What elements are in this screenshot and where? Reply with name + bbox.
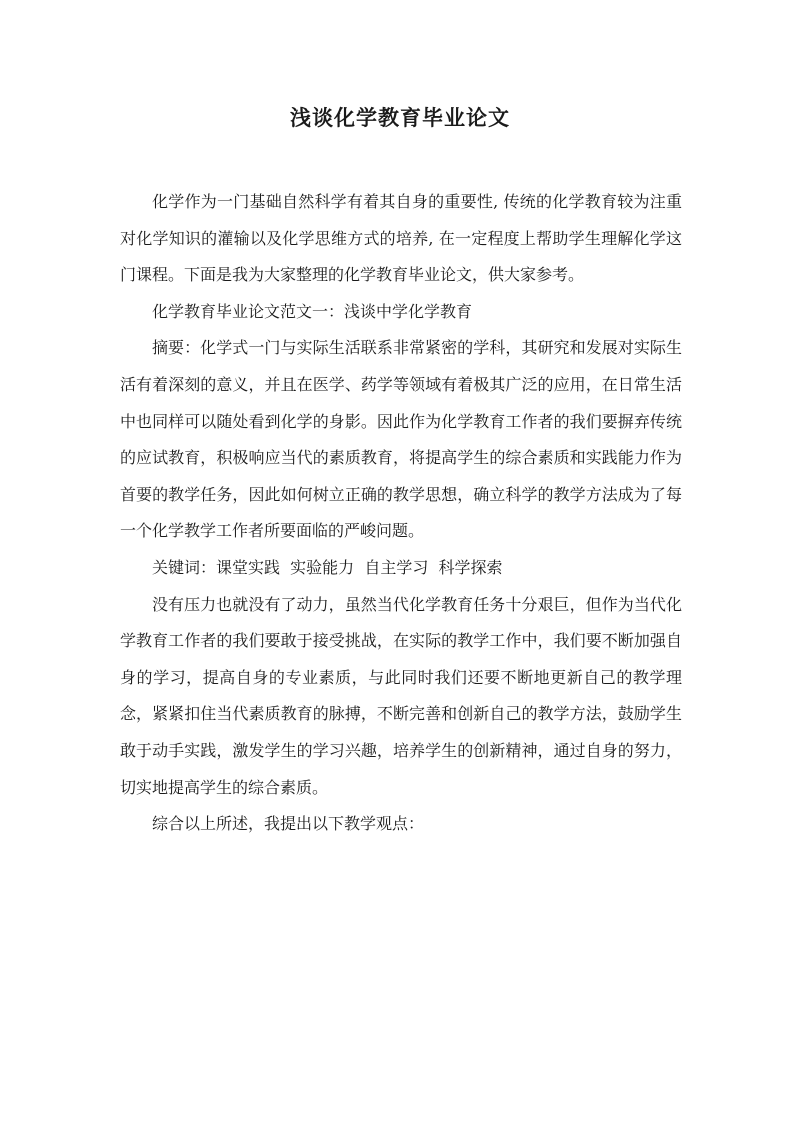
abstract-paragraph: 摘要：化学式一门与实际生活联系非常紧密的学科，其研究和发展对实际生活有着深刻的意义，并且在医学、药学等领域有着极其广泛的应用，在日常生活中也同样可以随处看到化学的身影。因此作为化学教育工作者的我们要摒弃传统的应试教育，积极响应当代的素质教育，将提高学生的综合素质和实践能力作为首要的教学任务，因此如何树立正确的教学思想，确立科学的教学方法成为了每一个化学教学工作者所要面临的严峻问题。 [120, 338, 682, 541]
summary-paragraph: 综合以上所述，我提出以下教学观点： [152, 814, 425, 834]
section-heading: 化学教育毕业论文范文一：浅谈中学化学教育 [152, 301, 473, 321]
keywords-paragraph: 关键词：课堂实践 实验能力 自主学习 科学探索 [152, 557, 503, 577]
document-body [120, 184, 682, 843]
body-paragraph: 没有压力也就没有了动力，虽然当代化学教育任务十分艰巨，但作为当代化学教育工作者的我们要敢于接受挑战，在实际的教学工作中，我们要不断加强自身的学习，提高自身的专业素质，与此同时我们还要不断地更新自己的教学理念，紧紧扣住当代素质教育的脉搏，不断完善和创新自己的教学方法，鼓励学生敢于动手实践，激发学生的学习兴趣，培养学生的创新精神，通过自身的努力，切实地提高学生的综合素质。 [120, 594, 682, 797]
document-title: 浅谈化学教育毕业论文 [290, 106, 510, 130]
intro-paragraph: 化学作为一门基础自然科学有着其自身的重要性, 传统的化学教育较为注重对化学知识的灌输以及化学思维方式的培养, 在一定程度上帮助学生理解化学这门课程。下面是我为大家整理的化学教育毕业论文，供大家参考。 [120, 192, 682, 285]
